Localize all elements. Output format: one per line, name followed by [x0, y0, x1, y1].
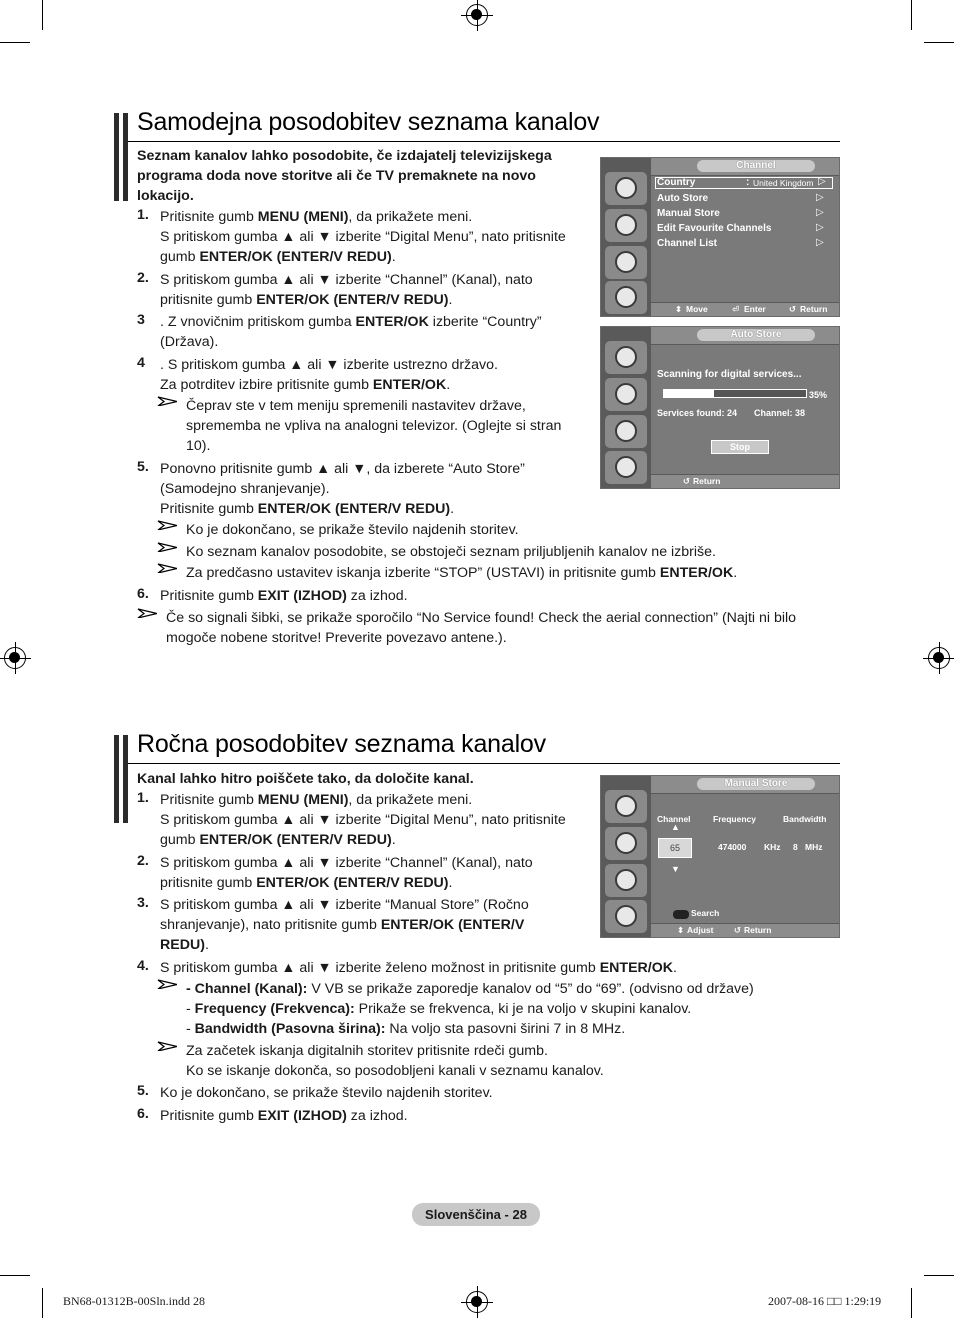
- stop-button[interactable]: Stop: [711, 440, 769, 454]
- step-number: 3.: [137, 895, 149, 911]
- return-icon: ↺: [734, 925, 742, 935]
- note-text: Čeprav ste v tem meniju spremenili nastavitev države,: [186, 398, 526, 414]
- step-number: 3: [137, 312, 145, 328]
- note-text: Za začetek iskanja digitalnih storitev pritisnite rdeči gumb.: [186, 1043, 548, 1059]
- text-bold: EXIT (IZHOD): [257, 588, 347, 604]
- text-line: [160, 1106, 408, 1126]
- text-line: [160, 790, 472, 810]
- text-pre: Ko je dokončano, se prikaže število najdenih storitev.: [160, 1085, 493, 1101]
- footer-enter: Enter: [744, 304, 766, 314]
- text-post: .: [448, 875, 453, 891]
- text-bold: ENTER/OK: [372, 377, 447, 393]
- osd-icon-picture: [605, 341, 647, 374]
- osd-sidebar: [601, 776, 651, 937]
- text-bold: EXIT (IZHOD): [257, 1108, 347, 1124]
- osd-item-channel-list[interactable]: Channel List: [657, 238, 718, 249]
- text-post: .: [450, 501, 455, 517]
- globe-icon: [615, 346, 637, 368]
- text-post: .: [446, 377, 451, 393]
- option-label: Frequency (Frekvenca):: [194, 1001, 355, 1017]
- step-number: 4.: [137, 958, 149, 974]
- text-post: za izhod.: [346, 1108, 408, 1124]
- text-pre: Pritisnite gumb: [160, 588, 258, 604]
- chevron-right-icon: ▷: [816, 192, 824, 203]
- text-bold: ENTER/OK: [599, 960, 674, 976]
- progress-label: 35%: [809, 390, 828, 400]
- text-line: [160, 312, 542, 332]
- osd-icon-sound: [605, 827, 647, 860]
- osd-title: Auto Store: [697, 329, 815, 341]
- osd-titlebar: [651, 158, 839, 176]
- footer-return: Return: [744, 925, 772, 935]
- text-pre: gumb: [160, 249, 200, 265]
- text-post: .: [204, 937, 209, 953]
- crop-mark: [42, 1288, 43, 1318]
- registration-mark-icon: [466, 1291, 488, 1313]
- khz-unit: KHz: [764, 842, 781, 852]
- step-number: 6.: [137, 1106, 149, 1122]
- bandwidth-value: 8: [793, 842, 798, 852]
- text-line: [160, 355, 498, 375]
- registration-mark-icon: [928, 647, 950, 669]
- text-pre: . S pritiskom gumba ▲ ali ▼ izberite ustrezno državo.: [160, 357, 498, 373]
- text-post: za izhod.: [346, 588, 408, 604]
- text-pre: Pritisnite gumb: [160, 1108, 258, 1124]
- text-post: .: [448, 292, 453, 308]
- channel-value-box[interactable]: 65: [658, 838, 692, 858]
- registration-mark-icon: [466, 4, 488, 26]
- globe-icon: [615, 177, 637, 199]
- osd-footer: [651, 302, 839, 316]
- osd-item-manual-store[interactable]: Manual Store: [657, 208, 720, 219]
- note-text: 10).: [186, 438, 211, 454]
- text-bold: ENTER/OK (ENTER/V REDU): [257, 501, 451, 517]
- text-line: [160, 247, 396, 267]
- text-bold: ENTER/OK (ENTER/V: [380, 917, 525, 933]
- text-post: , da prikažete meni.: [348, 209, 473, 225]
- text-bold: REDU): [160, 937, 205, 953]
- gear-icon: [615, 420, 637, 442]
- option-dash: -: [186, 1001, 195, 1017]
- text-line: [160, 1083, 493, 1103]
- frequency-value: 474000: [718, 842, 747, 852]
- slug-filename: BN68-01312B-00Sln.indd 28: [63, 1294, 206, 1308]
- text-note5c_bold: ENTER/OK: [659, 565, 734, 581]
- osd-channel-menu: [600, 157, 840, 317]
- option-desc: V VB se prikaže zaporedje kanalov od “5” do “69”. (odvisno od države): [307, 981, 754, 997]
- speaker-icon: [615, 214, 637, 236]
- osd-titlebar: [651, 776, 839, 794]
- osd-footer: [651, 474, 839, 488]
- text-line: [160, 479, 330, 499]
- option-dash: -: [186, 1021, 195, 1037]
- text-bold: MENU (MENI): [257, 792, 349, 808]
- note-text: sprememba ne vpliva na analogni televizor. (Oglejte si stran: [186, 418, 562, 434]
- crop-mark: [911, 1288, 912, 1318]
- step-number: 6.: [137, 586, 149, 602]
- text-pre: pritisnite gumb: [160, 292, 257, 308]
- osd-title: Channel: [697, 160, 815, 172]
- note-text: [186, 563, 737, 583]
- chevron-right-icon: ▷: [818, 176, 826, 187]
- plug-icon: [615, 456, 637, 478]
- osd-icon-input: [605, 451, 647, 484]
- text-line: [160, 290, 452, 310]
- osd-title: Manual Store: [697, 778, 815, 790]
- services-found: Services found: 24: [657, 408, 738, 418]
- text-pre: Pritisnite gumb: [160, 209, 258, 225]
- text-pre: S pritiskom gumba ▲ ali ▼ izberite “Manual Store” (Ročno: [160, 897, 529, 913]
- note-arrow-icon: [157, 979, 177, 989]
- osd-icon-setup: [605, 864, 647, 897]
- note-arrow-icon: [157, 542, 177, 552]
- footer-move: Move: [686, 304, 708, 314]
- text-pre: S pritiskom gumba ▲ ali ▼ izberite “Digital Menu”, nato pritisnite: [160, 229, 566, 245]
- text-pre: (Država).: [160, 334, 219, 350]
- step-number: 4: [137, 355, 145, 371]
- text-bold: ENTER/OK: [355, 314, 429, 330]
- return-icon: ↺: [789, 304, 797, 314]
- col-frequency: Frequency: [713, 814, 756, 824]
- option-line: [186, 999, 691, 1019]
- section-title: Ročna posodobitev seznama kanalov: [137, 730, 546, 758]
- text-line: [160, 935, 209, 955]
- adjust-icon: ⬍: [677, 925, 685, 935]
- enter-icon: ⏎: [732, 304, 740, 314]
- section-intro: Kanal lahko hitro poiščete tako, da določite kanal.: [137, 771, 474, 787]
- step-number: 2.: [137, 270, 149, 286]
- note-arrow-icon: [157, 563, 177, 573]
- text-post: , da prikažete meni.: [348, 792, 473, 808]
- text-pre: gumb: [160, 832, 200, 848]
- gear-icon: [615, 869, 637, 891]
- text-post: izberite “Country”: [428, 314, 542, 330]
- text-post: .: [391, 249, 396, 265]
- note-arrow-icon: [157, 396, 177, 406]
- registration-mark-icon: [4, 647, 26, 669]
- option-label: - Channel (Kanal):: [186, 981, 308, 997]
- text-pre: S pritiskom gumba ▲ ali ▼ izberite “Channel” (Kanal), nato: [160, 855, 533, 871]
- osd-icon-sound: [605, 209, 647, 242]
- plug-icon: [615, 905, 637, 927]
- osd-item-auto-store[interactable]: Auto Store: [657, 193, 709, 204]
- footer-return: Return: [693, 476, 721, 486]
- text-line: [160, 895, 529, 915]
- gear-icon: [615, 251, 637, 273]
- channel-found: Channel: 38: [754, 408, 806, 418]
- text-post: .: [673, 960, 677, 976]
- note-text: Ko seznam kanalov posodobite, se obstoječi seznam priljubljenih kanalov ne izbriše.: [186, 544, 716, 560]
- text-bold: ENTER/OK (ENTER/V REDU): [256, 292, 449, 308]
- osd-item-edit-favourite[interactable]: Edit Favourite Channels: [657, 223, 772, 234]
- section-bar: [114, 735, 119, 823]
- option-label: Bandwidth (Pasovna širina):: [194, 1021, 386, 1037]
- red-button-icon: [673, 910, 689, 919]
- arrow-down-icon[interactable]: ▼: [671, 864, 680, 874]
- osd-icon-sound: [605, 378, 647, 411]
- text-pre: S pritiskom gumba ▲ ali ▼ izberite “Channel” (Kanal), nato: [160, 272, 533, 288]
- note-text: Ko se iskanje dokonča, so posodobljeni kanali v seznamu kanalov.: [186, 1063, 604, 1079]
- text-line: [160, 207, 472, 227]
- text-line: [160, 332, 218, 352]
- osd-icon-input: [605, 900, 647, 933]
- chevron-right-icon: ▷: [816, 222, 824, 233]
- return-icon: ↺: [683, 476, 691, 486]
- col-bandwidth: Bandwidth: [783, 814, 827, 824]
- text-line: [160, 853, 533, 873]
- osd-icon-picture: [605, 172, 647, 205]
- chevron-right-icon: ▷: [816, 207, 824, 218]
- section-intro: Seznam kanalov lahko posodobite, če izdajatelj televizijskega programa doda nove storitve ali če TV premaknete na novo lokacijo.: [137, 148, 552, 204]
- footer-return: Return: [800, 304, 828, 314]
- scanning-text: Scanning for digital services...: [657, 369, 802, 380]
- note-arrow-icon: [157, 1041, 177, 1051]
- chevron-right-icon: ▷: [816, 237, 824, 248]
- step-number: 1.: [137, 790, 149, 806]
- step-number: 1.: [137, 207, 149, 223]
- osd-sidebar: [601, 327, 651, 488]
- osd-auto-store: [600, 326, 840, 489]
- text-pre: Ponovno pritisnite gumb ▲ ali ▼, da izberete “Auto Store”: [160, 461, 525, 477]
- note-text: mogoče nobene storitve! Preverite povezavo antene.).: [166, 630, 507, 646]
- text-note5c_pre: Za predčasno ustavitev iskanja izberite “STOP” (USTAVI) in pritisnite gumb: [186, 565, 660, 581]
- osd-icon-setup: [605, 415, 647, 448]
- option-desc: Prikaže se frekvenca, ki je na voljo v skupini kanalov.: [354, 1001, 692, 1017]
- note-arrow-icon: [157, 520, 177, 530]
- plug-icon: [615, 286, 637, 308]
- text-pre: (Samodejno shranjevanje).: [160, 481, 330, 497]
- text-line: [160, 459, 525, 479]
- crop-mark: [0, 1275, 30, 1276]
- section-rule: [128, 141, 840, 142]
- col-channel: Channel: [657, 814, 691, 824]
- osd-icon-setup: [605, 246, 647, 279]
- step-number: 2.: [137, 853, 149, 869]
- section-bar: [123, 735, 128, 823]
- section-rule: [128, 763, 840, 764]
- move-icon: ⬍: [675, 304, 683, 314]
- text-post: .: [391, 832, 396, 848]
- speaker-icon: [615, 383, 637, 405]
- osd-country-value: United Kingdom: [753, 178, 814, 188]
- crop-mark: [911, 0, 912, 30]
- text-line: [160, 499, 454, 519]
- osd-sidebar: [601, 158, 651, 316]
- text-pre: . Z vnovičnim pritiskom gumba: [160, 314, 356, 330]
- crop-mark: [42, 0, 43, 30]
- crop-mark: [924, 42, 954, 43]
- text-line: [160, 958, 677, 978]
- text-note5c_post: .: [733, 565, 738, 581]
- osd-item-country[interactable]: Country: [657, 177, 696, 188]
- text-pre: Pritisnite gumb: [160, 792, 258, 808]
- osd-sep: :: [746, 177, 750, 188]
- speaker-icon: [615, 832, 637, 854]
- section-bar: [123, 113, 128, 201]
- text-pre: S pritiskom gumba ▲ ali ▼ izberite “Digital Menu”, nato pritisnite: [160, 812, 566, 828]
- osd-manual-store: [600, 775, 840, 938]
- slug-timestamp: 2007-08-16 □□ 1:29:19: [768, 1294, 882, 1308]
- globe-icon: [615, 795, 637, 817]
- progress-fill: [664, 390, 714, 397]
- osd-titlebar: [651, 327, 839, 345]
- option-desc: Na voljo sta pasovni širini 7 in 8 MHz.: [385, 1021, 626, 1037]
- text-line: [160, 915, 524, 935]
- text-bold: ENTER/OK (ENTER/V REDU): [199, 249, 392, 265]
- text-bold: MENU (MENI): [257, 209, 349, 225]
- section-bar: [114, 113, 119, 201]
- note-text: Ko je dokončano, se prikaže število najdenih storitev.: [186, 522, 519, 538]
- crop-mark: [0, 42, 30, 43]
- text-bold: ENTER/OK (ENTER/V REDU): [256, 875, 449, 891]
- text-pre: shranjevanje), nato pritisnite gumb: [160, 917, 381, 933]
- progress-bar: [663, 389, 807, 398]
- option-line: [186, 1019, 625, 1039]
- note-arrow-icon: [137, 608, 157, 618]
- text-pre: pritisnite gumb: [160, 875, 257, 891]
- text-line: [160, 873, 452, 893]
- note-text: Če so signali šibki, se prikaže sporočilo “No Service found! Check the aerial connection” (Najti ni bilo: [166, 610, 797, 626]
- text-line: [160, 270, 533, 290]
- osd-icon-picture: [605, 790, 647, 823]
- arrow-up-icon[interactable]: ▲: [671, 822, 680, 832]
- search-label[interactable]: Search: [691, 908, 720, 918]
- text-pre: S pritiskom gumba ▲ ali ▼ izberite želeno možnost in pritisnite gumb: [160, 960, 600, 976]
- text-pre: Za potrditev izbire pritisnite gumb: [160, 377, 373, 393]
- osd-footer: [651, 923, 839, 937]
- page-number-badge: Slovenščina - 28: [412, 1203, 540, 1226]
- text-pre: Pritisnite gumb: [160, 501, 258, 517]
- osd-icon-input: [605, 281, 647, 314]
- step-number: 5.: [137, 459, 149, 475]
- text-line: [160, 810, 566, 830]
- step-number: 5.: [137, 1083, 149, 1099]
- text-line: [160, 586, 408, 606]
- footer-adjust: Adjust: [687, 925, 714, 935]
- crop-mark: [924, 1275, 954, 1276]
- option-line: [186, 979, 754, 999]
- text-line: [160, 227, 566, 247]
- text-bold: ENTER/OK (ENTER/V REDU): [199, 832, 392, 848]
- section-title: Samodejna posodobitev seznama kanalov: [137, 108, 600, 136]
- mhz-unit: MHz: [805, 842, 823, 852]
- text-line: [160, 830, 396, 850]
- text-line: [160, 375, 450, 395]
